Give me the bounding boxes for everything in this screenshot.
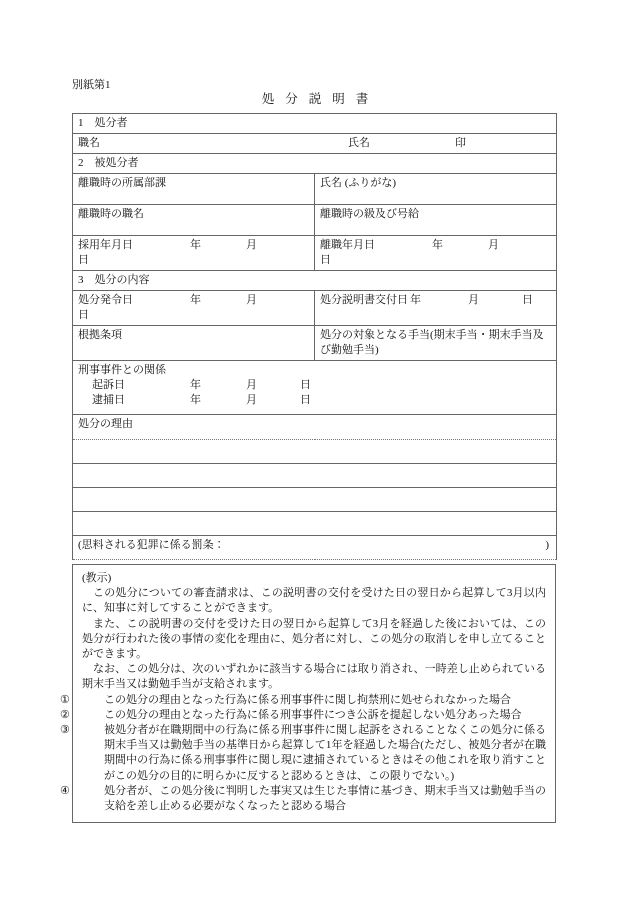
criminal-case-heading: 刑事事件との関係 [78, 364, 166, 376]
table-row-reason-blank [73, 464, 557, 488]
reason-label: 処分の理由 [73, 415, 557, 440]
department-label: 離職時の所属部課 [73, 174, 315, 205]
list-item-text: 処分者が、この処分後に判明した事実又は生じた事情に基づき、期末手当又は勤勉手当の支給を差し止める必要がなくなったと認める場合 [104, 784, 546, 813]
leave-date-day: 日 [320, 254, 331, 266]
table-row-section2 [73, 154, 557, 174]
name-furigana-label: 氏名 (ふりがな) [315, 174, 557, 205]
notice-list-item [60, 784, 546, 814]
notice-paragraph-3: なお、この処分は、次のいずれかに該当する場合には取り消され、一時差し止められている期末手当又は勤勉手当が支給されます。 [82, 663, 546, 691]
table-row-reason-blank [73, 512, 557, 536]
arrest-date-year: 年 [190, 394, 201, 406]
issue-date-cell [73, 291, 315, 326]
issue-date-year: 年 [190, 294, 201, 306]
notice-heading: (教示) [82, 572, 112, 584]
notice-paragraph-1: この処分についての審査請求は、この説明書の交付を受けた日の翌日から起算して3月以内に、知事に対してすることができます。 [82, 587, 546, 615]
issue-date-label: 処分発令日 [78, 294, 133, 306]
table-row-disposer-title [73, 134, 557, 154]
table-row-section3 [73, 271, 557, 291]
table-row-legal-basis [73, 326, 557, 361]
section-heading-disposed-person: 2 被処分者 [73, 154, 557, 174]
table-row-criminal-case [73, 361, 557, 415]
notice-list-item [60, 708, 546, 723]
disposer-title-label: 職名 [78, 137, 100, 149]
document-number: 別紙第1 [72, 79, 111, 91]
indictment-date-year: 年 [190, 379, 201, 391]
notice-paragraph-2: また、この説明書の交付を受けた日の翌日から起算して3月を経過した後においては、この処分が行われた後の事情の変化を理由に、処分者に対し、この処分の取消しを申し立てることができます。 [82, 617, 546, 661]
reason-blank-line [73, 440, 557, 464]
reason-blank-line [73, 488, 557, 512]
disposer-fields-cell [73, 134, 557, 154]
grade-and-salary-label: 離職時の級及び号給 [315, 205, 557, 236]
arrest-date-month: 月 [246, 394, 257, 406]
table-row-reason-blank [73, 488, 557, 512]
instruction-notice-box [60, 564, 556, 823]
page-title: 処分説明書 [261, 92, 380, 106]
section-heading-disposer: 1 処分者 [73, 114, 557, 134]
notice-list-item [60, 693, 546, 708]
indictment-date-label: 起訴日 [92, 379, 125, 391]
leave-date-month: 月 [488, 239, 499, 251]
indictment-date-month: 月 [246, 379, 257, 391]
table-row-reason-blank [73, 440, 557, 464]
list-marker: ④ [60, 784, 70, 797]
table-row-section1 [73, 114, 557, 134]
arrest-date-line [78, 393, 556, 408]
leave-date-cell [315, 236, 557, 271]
delivery-date-month: 月 [468, 294, 479, 306]
table-row-hire-leave-date [73, 236, 557, 271]
disposition-form-table [72, 113, 557, 560]
indictment-date-day: 日 [300, 379, 311, 391]
list-item-text: 被処分者が在職期間中の行為に係る刑事事件に関し起訴をされることなくこの処分に係る期末手当又は勤勉手当の基準日から起算して1年を経過した場合(ただし、被処分者が在職期間中の行為に係る刑事事件に関し現に逮捕されているときはその他これを取り消すことがこの処分の目的に明らかに反すると認めるときは、この限りでない。) [104, 724, 546, 782]
disposer-seal-label: 印 [455, 137, 466, 149]
table-row-penal-provision [73, 536, 557, 560]
table-row-reason-heading [73, 415, 557, 440]
arrest-date-day: 日 [300, 394, 311, 406]
list-marker: ③ [60, 724, 70, 737]
issue-date-month: 月 [246, 294, 257, 306]
hire-date-cell [73, 236, 315, 271]
delivery-date-day: 日 [522, 294, 533, 306]
penal-provision-cell [73, 536, 557, 560]
table-row-issue-delivery-date [73, 291, 557, 326]
disposer-name-label: 氏名 [348, 137, 370, 149]
table-row-department [73, 174, 557, 205]
issue-date-day: 日 [78, 309, 89, 321]
hire-date-day: 日 [78, 254, 89, 266]
leave-date-year: 年 [432, 239, 443, 251]
delivery-date-cell [315, 291, 557, 326]
criminal-case-cell [73, 361, 557, 415]
section-heading-disposition-content: 3 処分の内容 [73, 271, 557, 291]
delivery-date-label: 処分説明書交付日 [320, 294, 408, 306]
hire-date-label: 採用年月日 [78, 239, 133, 251]
hire-date-month: 月 [246, 239, 257, 251]
leave-date-label: 離職年月日 [320, 239, 375, 251]
reason-blank-line [73, 464, 557, 488]
list-item-text: この処分の理由となった行為に係る刑事事件に関し拘禁刑に処せられなかった場合 [104, 693, 511, 706]
table-row-job-title [73, 205, 557, 236]
notice-list-item [60, 723, 546, 784]
target-allowance-label: 処分の対象となる手当(期末手当・期末手当及び勤勉手当) [315, 326, 557, 361]
arrest-date-label: 逮捕日 [92, 394, 125, 406]
indictment-date-line [78, 378, 556, 393]
list-marker: ② [60, 708, 70, 721]
job-title-label: 離職時の職名 [73, 205, 315, 236]
delivery-date-year: 年 [410, 294, 421, 306]
reason-blank-line [73, 512, 557, 536]
penal-provision-label: (思料される犯罪に係る罰条： [78, 539, 225, 551]
penal-provision-close-paren: ) [545, 539, 549, 551]
hire-date-year: 年 [190, 239, 201, 251]
list-marker: ① [60, 693, 70, 706]
legal-basis-label: 根拠条項 [73, 326, 315, 361]
list-item-text: この処分の理由となった行為に係る刑事事件につき公訴を提起しない処分あった場合 [104, 708, 522, 721]
